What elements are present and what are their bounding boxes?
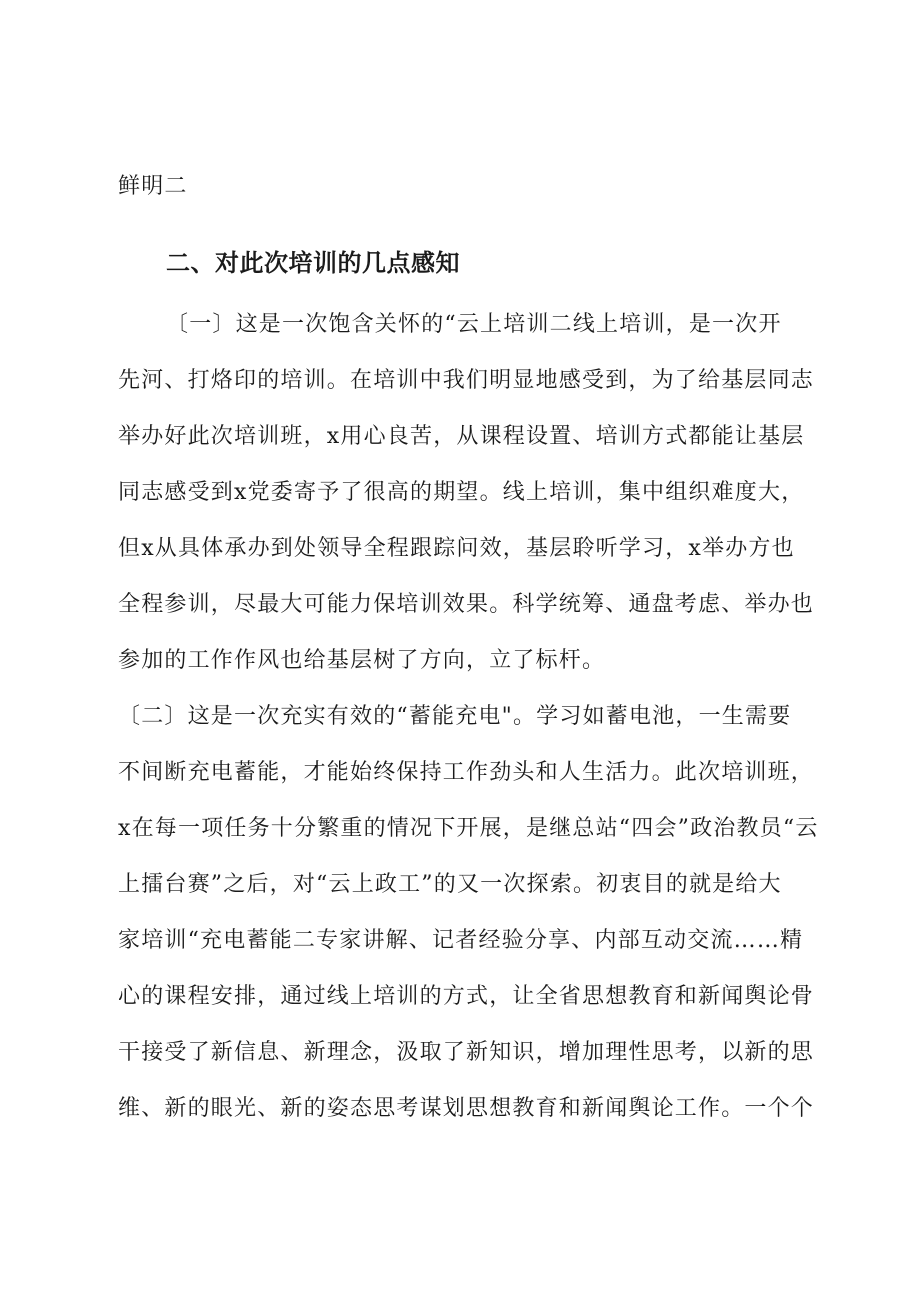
paragraph-line: 举办好此次培训班，x用心良苦，从课程设置、培训方式都能让基层 <box>118 424 805 449</box>
paragraph-line: 家培训“充电蓄能二专家讲解、记者经验分享、内部互动交流……精 <box>118 928 804 953</box>
paragraph-line: 上擂台赛”之后，对“云上政工”的又一次探索。初衷目的就是给大 <box>118 872 782 897</box>
paragraph-line: 干接受了新信息、新理念，汲取了新知识，增加理性思考，以新的思 <box>118 1040 815 1065</box>
paragraph-line: 先河、打烙印的培训。在培训中我们明显地感受到，为了给基层同志 <box>118 368 815 393</box>
section-heading: 二、对此次培训的几点感知 <box>166 249 460 277</box>
paragraph-line: 参加的工作作风也给基层树了方向，立了标杆。 <box>118 648 606 673</box>
paragraph-line: 不间断充电蓄能，才能始终保持工作劲头和人生活力。此次培训班， <box>118 760 815 785</box>
paragraph-line: 维、新的眼光、新的姿态思考谋划思想教育和新闻舆论工作。一个个 <box>118 1096 815 1121</box>
paragraph-line: x在每一项任务十分繁重的情况下开展，是继总站“四会”政治教员“云 <box>118 816 819 841</box>
paragraph-line: 但x从具体承办到处领导全程跟踪问效，基层聆听学习，x举办方也 <box>118 536 795 561</box>
paragraph-line: 〔一〕这是一次饱含关怀的“云上培训二线上培训，是一次开 <box>166 312 782 337</box>
text-fragment: 鲜明二 <box>118 174 188 199</box>
paragraph-line: 同志感受到x党委寄予了很高的期望。线上培训，集中组织难度大， <box>118 480 805 505</box>
paragraph-line: 心的课程安排，通过线上培训的方式，让全省思想教育和新闻舆论骨 <box>118 984 815 1009</box>
paragraph-line: 全程参训，尽最大可能力保培训效果。科学统筹、通盘考虑、举办也 <box>118 592 815 617</box>
paragraph-line: 〔二〕这是一次充实有效的“蓄能充电"。学习如蓄电池，一生需要 <box>118 704 792 729</box>
